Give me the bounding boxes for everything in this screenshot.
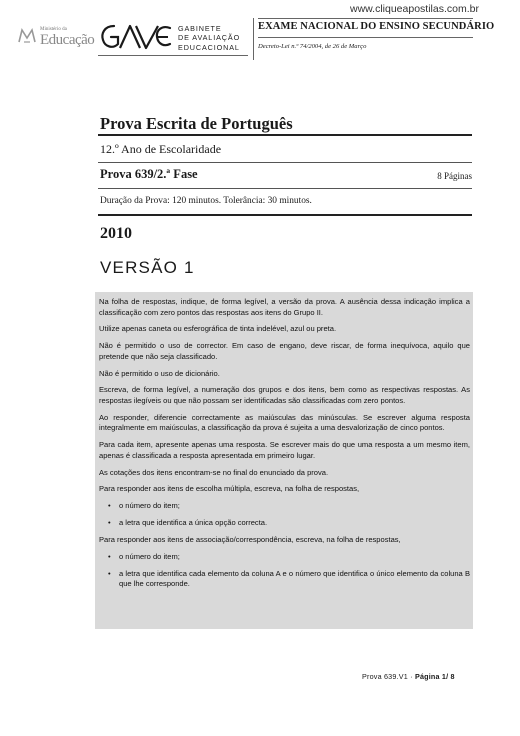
bullet-icon: • [108,568,111,578]
bullet-icon: • [108,501,111,511]
header-divider [98,55,248,56]
ministry-of-education-logo [18,26,96,48]
list-item-text: o número do item; [119,551,180,561]
gave-logo [100,22,172,52]
list-item [99,518,470,529]
page-footer [362,672,455,681]
instruction-paragraph: Na folha de respostas, indique, de forma legível, a versão da prova. A ausência dessa indicação implica a classificação com zero pontos das respostas aos itens do Grupo II. [99,297,470,317]
ministry-big-text: Educação [40,32,95,48]
page-title: Prova Escrita de Português [100,114,293,133]
header-divider [258,18,473,19]
title-divider [98,134,472,136]
exam-title: EXAME NACIONAL DO ENSINO SECUNDÁRIO [258,21,495,32]
list-item-text: a letra que identifica a única opção correcta. [119,518,268,528]
exam-duration: Duração da Prova: 120 minutos. Tolerância: 30 minutos. [100,196,312,206]
instruction-paragraph: Para responder aos itens de associação/correspondência, escreva, na folha de respostas, [99,535,401,545]
school-year: 12.º Ano de Escolaridade [100,142,222,156]
instruction-paragraph: Ao responder, diferencie correctamente as maiúsculas das minúsculas. Se escrever alguma resposta integralmente em maiúsculas, a classificação da prova é sujeita a uma desvalorização de cinco pontos. [99,412,470,433]
footer-separator: · [410,672,413,681]
watermark-url: www.cliqueapostilas.com.br [350,3,479,15]
instruction-paragraph: Não é permitido o uso de corrector. Em caso de engano, deve riscar, de forma inequívoca, aquilo que pretende que não seja classificado. [99,341,470,361]
header-vertical-divider [253,18,254,60]
title-divider [98,188,472,189]
decree-reference: Decreto-Lei n.º 74/2004, de 26 de Março [258,43,367,50]
title-divider [98,214,472,216]
footer-page-number: Página 1/ 8 [414,672,455,681]
header-divider [258,37,473,38]
matching-list [99,552,470,590]
instruction-paragraph: Escreva, de forma legível, a numeração dos grupos e dos itens, bem como as respectivas respostas. As respostas ilegíveis ou que não possam ser identificadas são classificadas com zero pontos. [99,385,470,406]
exam-year: 2010 [100,225,132,242]
instruction-paragraph: Para responder aos itens de escolha múltipla, escreva, na folha de respostas, [99,484,360,494]
page-count: 8 Páginas [437,171,472,181]
prova-code: Prova 639/2.ª Fase [100,167,198,181]
instruction-paragraph: Utilize apenas caneta ou esferográfica de tinta indelével, azul ou preta. [99,324,337,334]
list-item [99,501,470,512]
instructions-box [95,292,473,629]
bullet-icon: • [108,518,111,528]
instruction-paragraph: As cotações dos itens encontram-se no final do enunciado da prova. [99,467,329,477]
title-divider [98,162,472,163]
bullet-icon: • [108,551,111,561]
instructions-text [99,297,470,596]
ministry-small-text: Ministério da [40,27,67,32]
instruction-paragraph: Para cada item, apresente apenas uma resposta. Se escrever mais do que uma resposta a um mesmo item, apenas é classificada a resposta apresentada em primeiro lugar. [99,440,470,460]
ministry-emblem-icon [18,27,36,45]
gabinete-line: EDUCACIONAL [178,42,240,52]
gabinete-line: GABINETE [178,24,222,33]
gabinete-line: DE AVALIAÇÃO [178,33,241,43]
exam-version: VERSÃO 1 [100,258,195,277]
instruction-paragraph: Não é permitido o uso de dicionário. [99,368,220,378]
list-item-text: a letra que identifica cada elemento da coluna A e o número que identifica o único elemento da coluna B que lhe corresponde. [119,568,470,589]
gabinete-label [178,24,240,52]
list-item [99,569,470,590]
list-item [99,552,470,563]
list-item-text: o número do item; [119,501,180,511]
multiple-choice-list [99,501,470,528]
footer-prova-code: Prova 639.V1 [362,672,408,681]
